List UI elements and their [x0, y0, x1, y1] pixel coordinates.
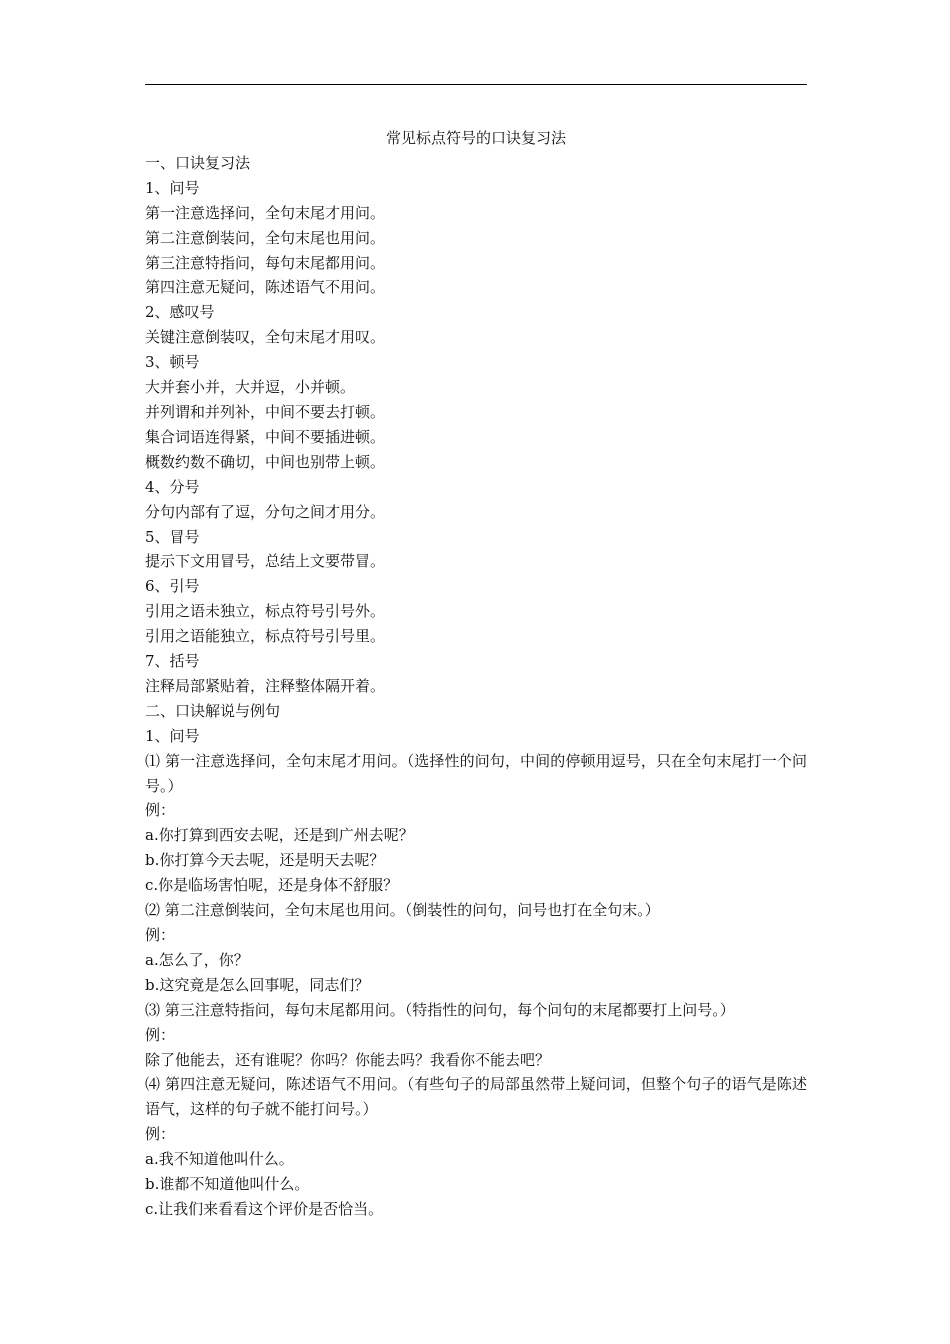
rhyme-line: 提示下文用冒号，总结上文要带冒。 [145, 552, 386, 571]
subsection-heading: 2、感叹号 [145, 303, 215, 322]
subsection-heading: 7、括号 [145, 652, 200, 671]
explanation-paragraph: ⑶ 第三注意特指问，每句末尾都用问。（特指性的问句，每个问句的末尾都要打上问号。） [145, 1000, 735, 1019]
rhyme-line: 大并套小并，大并逗，小并顿。 [145, 378, 356, 397]
subsection-heading: 1、问号 [145, 178, 200, 197]
rhyme-line: 关键注意倒装叹，全句末尾才用叹。 [145, 328, 386, 347]
example-sentence: 除了他能去，还有谁呢？你吗？你能去吗？我看你不能去吧？ [145, 1050, 551, 1069]
explanation-paragraph: ⑴ 第一注意选择问，全句末尾才用问。（选择性的问句，中间的停顿用逗号，只在全句末尾打一个问号。） [145, 751, 807, 795]
example-sentence: b.你打算今天去呢，还是明天去呢？ [145, 851, 385, 870]
example-label: 例： [145, 801, 176, 820]
example-sentence: a.怎么了，你？ [145, 950, 249, 969]
rhyme-line: 第一注意选择问，全句末尾才用问。 [145, 203, 386, 222]
document-title: 常见标点符号的口诀复习法 [385, 129, 566, 147]
example-label: 例： [145, 926, 176, 944]
header-rule [145, 84, 807, 85]
example-label: 例： [145, 1025, 176, 1044]
rhyme-line: 第三注意特指问，每句末尾都用问。 [145, 253, 386, 272]
rhyme-line: 分句内部有了逗，分句之间才用分。 [145, 502, 386, 521]
example-sentence: a.我不知道他叫什么。 [145, 1150, 294, 1169]
rhyme-line: 集合词语连得紧，中间不要插进顿。 [145, 427, 386, 446]
example-sentence: b.这究竟是怎么回事呢，同志们？ [145, 975, 370, 994]
section-heading: 二、口诀解说与例句 [145, 701, 281, 720]
subsection-heading: 1、问号 [145, 726, 200, 745]
example-sentence: a.你打算到西安去呢，还是到广州去呢？ [145, 826, 414, 845]
document-body [145, 126, 807, 1222]
example-sentence: c.你是临场害怕呢，还是身体不舒服？ [145, 876, 399, 895]
rhyme-line: 引用之语能独立，标点符号引号里。 [145, 627, 386, 646]
example-sentence: c.让我们来看看这个评价是否恰当。 [145, 1199, 384, 1218]
example-label: 例： [145, 1125, 176, 1144]
example-sentence: b.谁都不知道他叫什么。 [145, 1175, 310, 1194]
section-heading: 一、口诀复习法 [145, 153, 251, 172]
subsection-heading: 3、顿号 [145, 353, 200, 372]
rhyme-line: 第二注意倒装问，全句末尾也用问。 [145, 228, 386, 247]
rhyme-line: 概数约数不确切，中间也别带上顿。 [145, 452, 386, 471]
rhyme-line: 注释局部紧贴着，注释整体隔开着。 [145, 676, 386, 695]
explanation-paragraph: ⑵ 第二注意倒装问，全句末尾也用问。（倒装性的问句，问号也打在全句末。） [145, 901, 660, 920]
rhyme-line: 引用之语未独立，标点符号引号外。 [145, 602, 386, 621]
rhyme-line: 并列谓和并列补，中间不要去打顿。 [145, 402, 386, 421]
explanation-paragraph: ⑷ 第四注意无疑问，陈述语气不用问。（有些句子的局部虽然带上疑问词，但整个句子的语气是陈述语气，这样的句子就不能打问号。） [145, 1075, 807, 1119]
subsection-heading: 6、引号 [145, 577, 200, 596]
subsection-heading: 4、分号 [145, 477, 200, 496]
rhyme-line: 第四注意无疑问，陈述语气不用问。 [145, 278, 386, 297]
subsection-heading: 5、冒号 [145, 527, 200, 546]
